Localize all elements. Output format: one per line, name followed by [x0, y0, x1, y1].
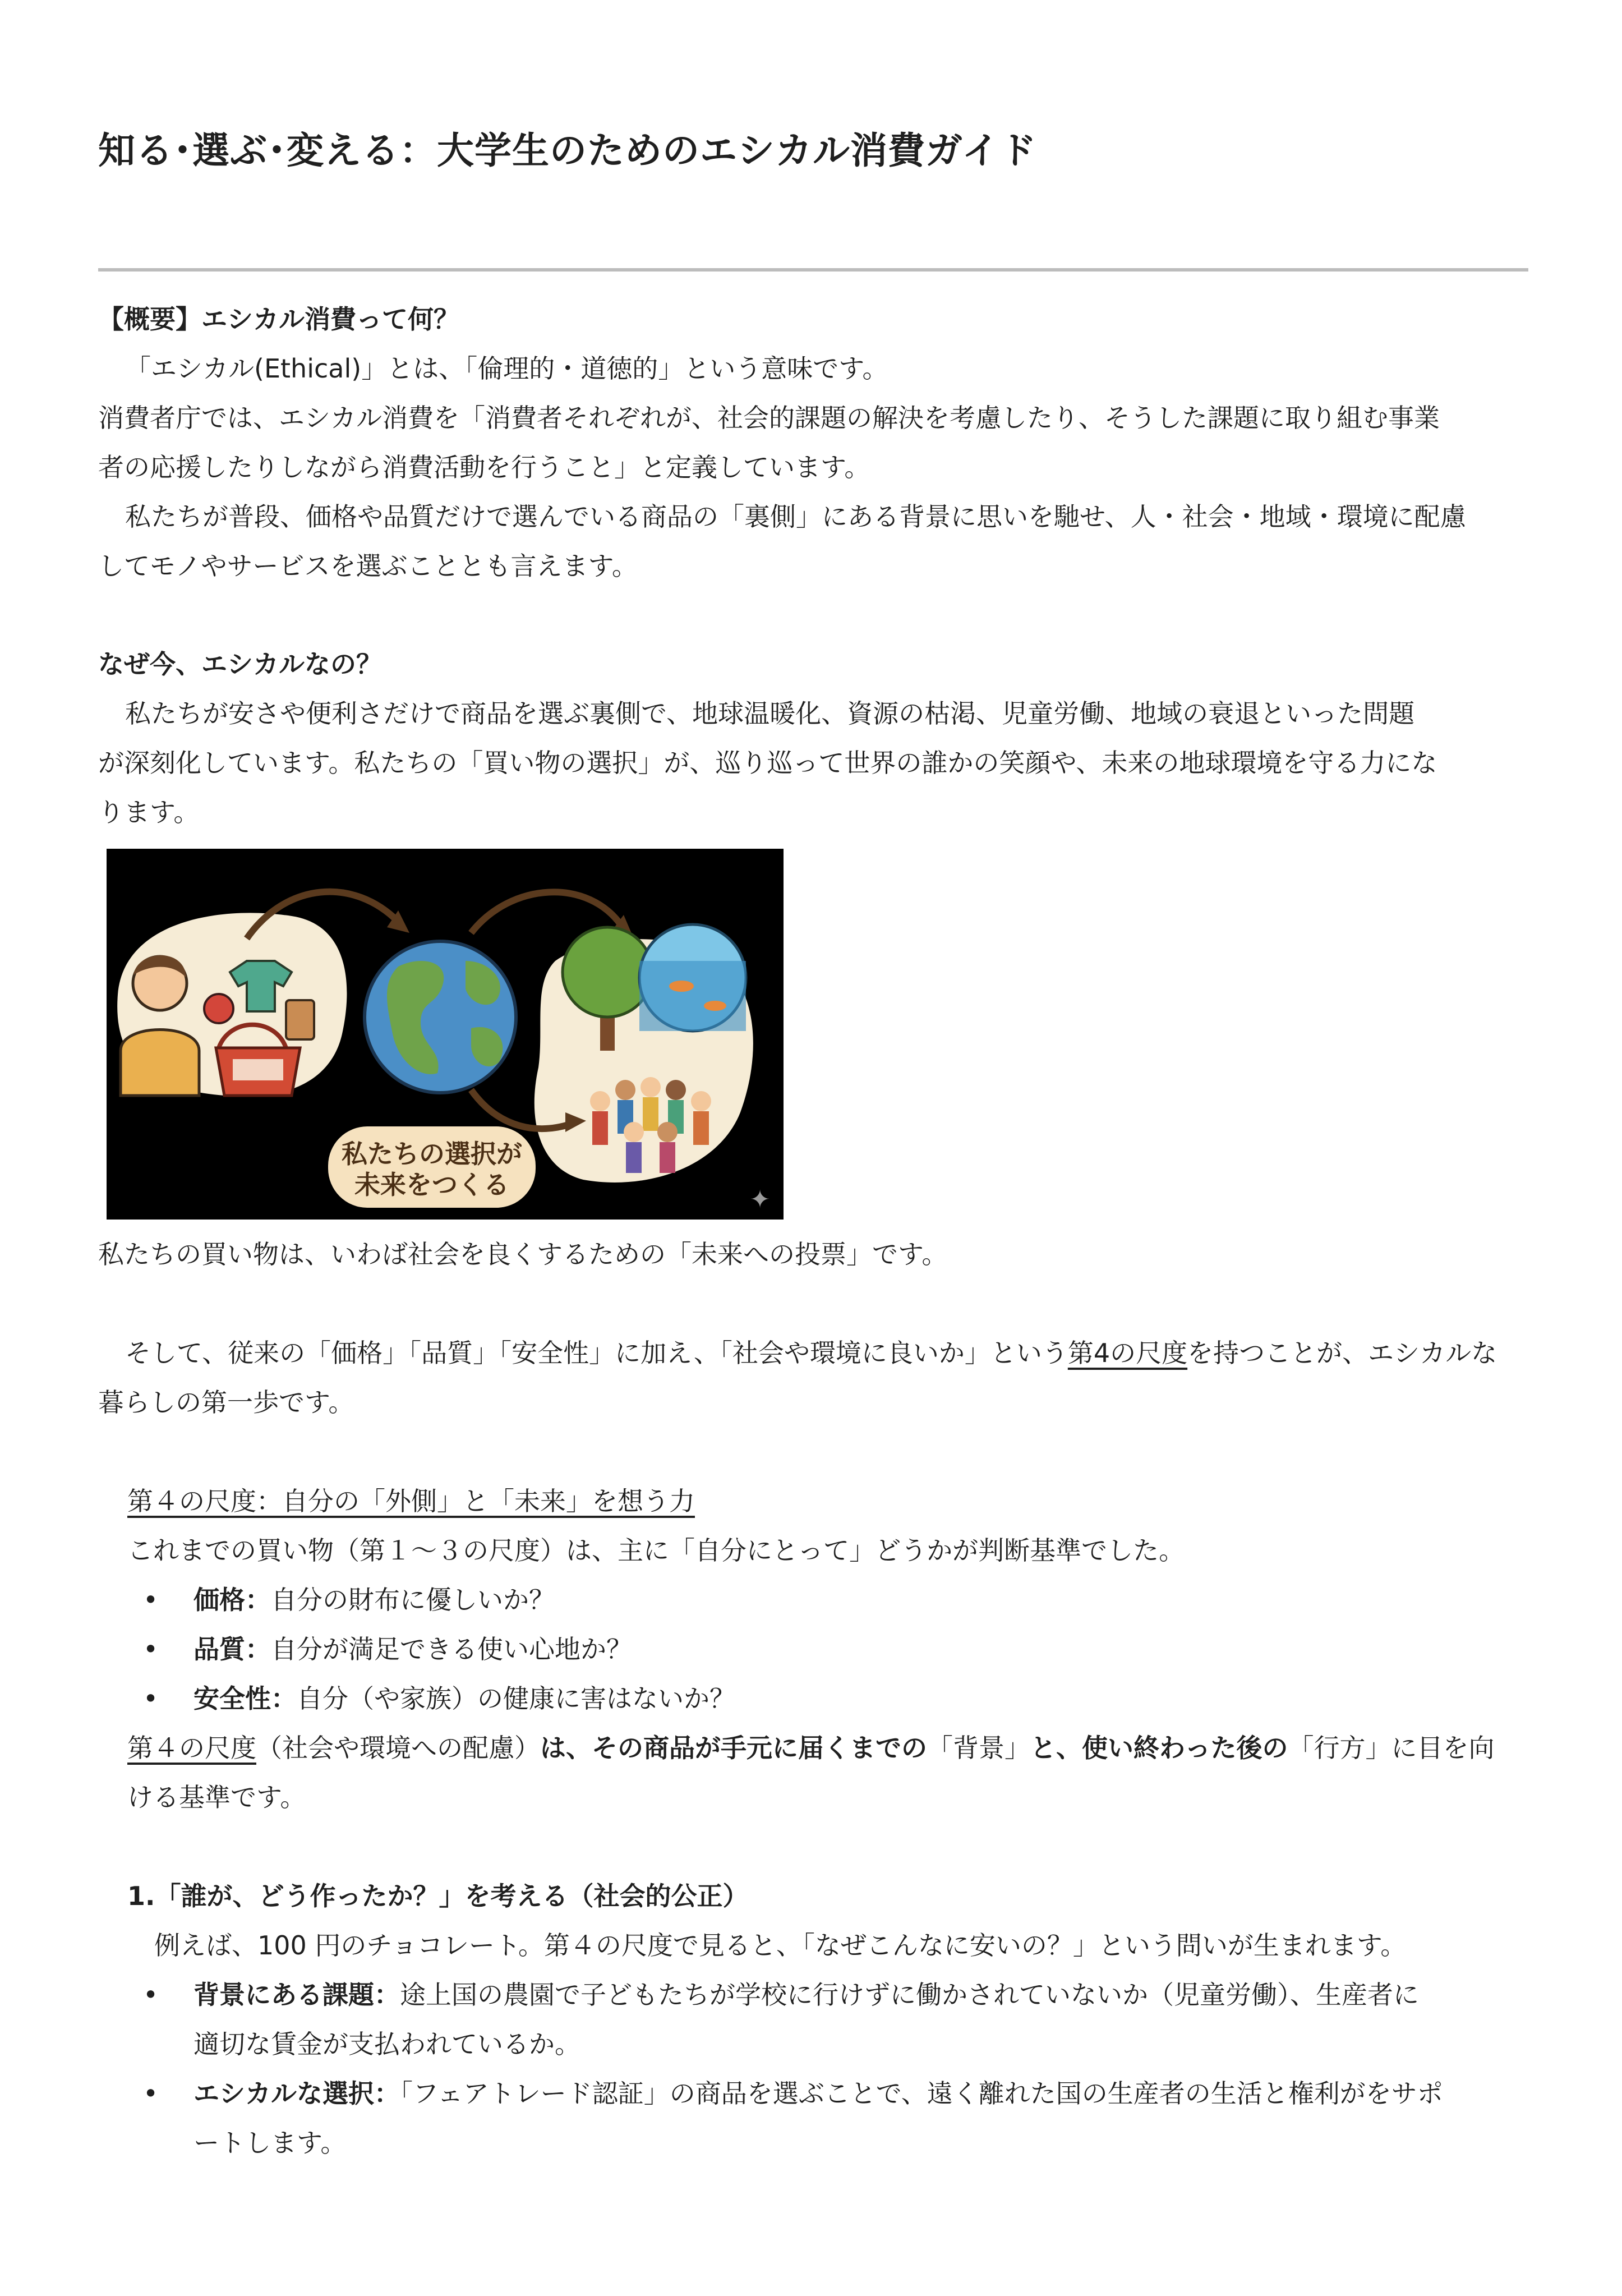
ocean-fish-icon: [639, 924, 746, 1031]
bullet-icon: •: [143, 2078, 159, 2109]
bullet-text: 自分が満足できる使い心地か？: [271, 1634, 632, 1664]
fourth-scale-underline: 第4の尺度: [1067, 1338, 1188, 1368]
bullet-icon: •: [143, 1683, 159, 1714]
bullet-icon: •: [143, 1980, 159, 2010]
apple-icon: [204, 994, 233, 1023]
overview-line-2b: 者の応援したりしながら消費活動を行うこと」と定義しています。: [98, 452, 870, 482]
fourth-summary-line-2: ける基準です。: [127, 1782, 306, 1812]
fourth-section-intro: これまでの買い物（第１～３の尺度）は、主に「自分にとって」どうかが判断基準でした。: [127, 1535, 1185, 1566]
bullet-label: 価格：: [193, 1585, 271, 1615]
bullet-label: 安全性：: [193, 1683, 297, 1714]
ethical-consumption-illustration: [107, 849, 784, 1220]
fourth-section-heading-text: 第４の尺度：自分の「外側」と「未来」を想う力: [127, 1486, 695, 1516]
coffee-cup-icon: [286, 1000, 314, 1039]
bullet-text-continued: 適切な賃金が支払われているか。: [193, 2029, 580, 2059]
bullet-text-continued: ートします。: [193, 2128, 347, 2158]
summary-bold-1: は、その商品が手元に届くまでの: [540, 1733, 927, 1763]
bullet-text: 途上国の農園で子どもたちが学校に行けずに働かされていないか（児童労働）、生産者に: [400, 1980, 1419, 2010]
earth-globe-icon: [365, 941, 516, 1093]
illustration-svg: [107, 849, 784, 1220]
bullet-text: 「フェアトレード認証」の商品を選ぶことで、遠く離れた国の生産者の生活と権利がをサポ: [400, 2078, 1443, 2109]
overview-line-1: 「エシカル(Ethical)」とは、「倫理的・道徳的」という意味です。: [125, 353, 888, 384]
page-title: 知る･選ぶ･変える：大学生のためのエシカル消費ガイド: [98, 129, 1038, 172]
fourth-summary-line-1: [98, 1723, 1558, 1773]
fourth-section-heading: [98, 1476, 1558, 1526]
why-line-2: が深刻化しています。私たちの「買い物の選択」が、巡り巡って世界の誰かの笑顔や、未来の地球環境を守る力にな: [98, 748, 1437, 778]
section-1-intro: 例えば、100 円のチョコレート。第４の尺度で見ると、「なぜこんなに安いの？」という問いが生まれます。: [154, 1930, 1407, 1961]
fourth-intro-line-2: 暮らしの第一歩です。: [98, 1387, 354, 1418]
bullet-text: 自分（や家族）の健康に害はないか？: [297, 1683, 735, 1714]
summary-paren: （社会や環境への配慮）: [256, 1733, 540, 1763]
why-line-3: ります。: [98, 797, 200, 827]
summary-bold-2: と、使い終わった後の: [1030, 1733, 1288, 1763]
bullet-label: 背景にある課題：: [193, 1980, 400, 2010]
overview-heading: 【概要】エシカル消費って何？: [98, 304, 459, 334]
fourth-intro-part-2: を持つことが、エシカルな: [1187, 1338, 1497, 1368]
why-heading: なぜ今、エシカルなの？: [98, 649, 382, 679]
vote-line: 私たちの買い物は、いわば社会を良くするための「未来への投票」です。: [98, 1239, 948, 1269]
summary-underline: 第４の尺度: [127, 1733, 256, 1763]
bullet-label: エシカルな選択：: [193, 2078, 400, 2109]
bullet-text: 自分の財布に優しいか？: [271, 1585, 555, 1615]
summary-quote-2: 「行方」に目を向: [1288, 1733, 1495, 1763]
title-divider: [98, 268, 1528, 272]
overview-line-2a: 消費者庁では、エシカル消費を「消費者それぞれが、社会的課題の解決を考慮したり、そうした課題に取り組む事業: [98, 403, 1440, 433]
caption-line-1: 私たちの選択が: [342, 1139, 522, 1169]
caption-line-2: 未来をつくる: [354, 1170, 509, 1200]
sparkle-icon: ✦: [749, 1185, 771, 1214]
fourth-intro-line-1: [98, 1328, 1555, 1378]
bullet-label: 品質：: [193, 1634, 271, 1664]
fourth-intro-part-1: そして、従来の「価格」「品質」「安全性」に加え、「社会や環境に良いか」という: [125, 1338, 1068, 1368]
bullet-icon: •: [143, 1634, 159, 1664]
summary-quote-1: 「背景」: [927, 1733, 1030, 1763]
overview-line-3b: してモノやサービスを選ぶこととも言えます。: [98, 551, 638, 581]
bullet-icon: •: [143, 1585, 159, 1615]
overview-line-3a: 私たちが普段、価格や品質だけで選んでいる商品の「裏側」にある背景に思いを馳せ、人・社会・地域・環境に配慮: [125, 501, 1466, 532]
section-1-heading: 1.「誰が、どう作ったか？」を考える（社会的公正）: [127, 1881, 749, 1911]
why-line-1: 私たちが安さや便利さだけで商品を選ぶ裏側で、地球温暖化、資源の枯渇、児童労働、地域の衰退といった問題: [125, 698, 1415, 729]
